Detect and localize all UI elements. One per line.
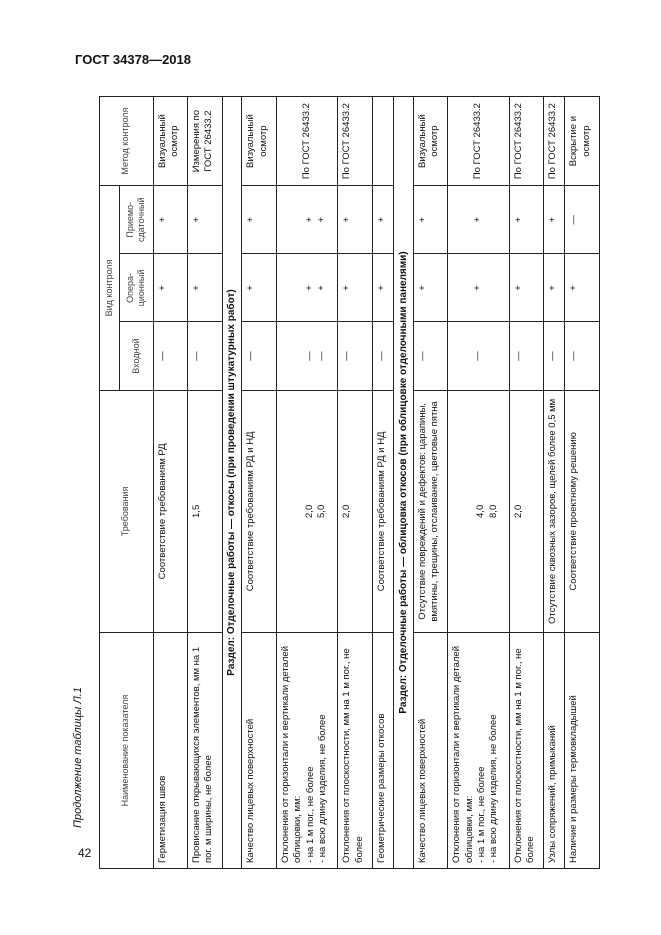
cell-incoming: — xyxy=(372,322,393,390)
acceptance-1: + xyxy=(303,216,315,223)
cell-operational: + xyxy=(509,254,544,322)
cell-acceptance: + xyxy=(509,186,544,254)
cell-req: 2,0 xyxy=(338,390,373,632)
table-row xyxy=(153,97,188,869)
cell-incoming: — xyxy=(188,322,223,390)
req-value-2: 5,0 xyxy=(316,504,328,518)
name-sub-2: - на всю длину изделия, не более xyxy=(488,714,500,863)
rotated-table-container xyxy=(99,96,600,869)
cell-req: Соответствие проектному решению xyxy=(565,390,600,632)
cell-name: Отклонения от плоскостности, мм на 1 м пог., не более xyxy=(338,633,373,869)
col-header-method: Метод контроля xyxy=(100,97,154,186)
cell-operational xyxy=(276,254,338,322)
cell-incoming: — xyxy=(153,322,188,390)
name-sub-2: - на всю длину изделия, не более xyxy=(316,714,328,863)
req-value-2: 8,0 xyxy=(487,504,499,518)
operational-2: + xyxy=(316,285,328,291)
cell-incoming: — xyxy=(413,322,448,390)
cell-operational: + xyxy=(565,254,600,322)
section-row xyxy=(222,97,242,869)
cell-acceptance: — xyxy=(565,186,600,254)
cell-name: Узлы сопряжений, примыканий xyxy=(544,633,565,869)
cell-incoming: — xyxy=(565,322,600,390)
cell-name: Герметизация швов xyxy=(153,633,188,869)
cell-req: Соответствие требованиям РД и НД xyxy=(372,390,393,632)
table-row xyxy=(413,97,448,869)
cell-method: Визуальный осмотр xyxy=(242,97,277,186)
cell-operational: + xyxy=(544,254,565,322)
table-row xyxy=(509,97,544,869)
cell-incoming: — xyxy=(544,322,565,390)
table-row xyxy=(544,97,565,869)
cell-operational: + xyxy=(372,254,393,322)
col-header-requirements: Требования xyxy=(100,390,154,632)
section-title: Раздел: Отделочные работы — откосы (при проведении штукатурных работ) xyxy=(222,97,242,869)
cell-acceptance: + xyxy=(153,186,188,254)
cell-name: Наличие и размеры термовкладышей xyxy=(565,633,600,869)
table-row xyxy=(372,97,393,869)
cell-operational: + xyxy=(338,254,373,322)
cell-name xyxy=(448,633,510,869)
cell-req xyxy=(276,390,338,632)
cell-req xyxy=(448,390,510,632)
cell-name: Провисание открывающихся элементов, мм на 1 пог. м ширины, не более xyxy=(188,633,223,869)
cell-incoming: — xyxy=(242,322,277,390)
cell-method: Вскрытие и осмотр xyxy=(565,97,600,186)
cell-name: Отклонения от плоскостности, мм на 1 м пог., не более xyxy=(509,633,544,869)
cell-operational: + xyxy=(413,254,448,322)
document-code: ГОСТ 34378—2018 xyxy=(75,52,191,67)
table-row xyxy=(242,97,277,869)
section-title: Раздел: Отделочные работы — облицовка откосов (при облицовке отделочными панелями) xyxy=(393,97,413,869)
cell-operational: + xyxy=(242,254,277,322)
req-value-1: 4,0 xyxy=(475,504,487,518)
name-main: Отклонения от горизонтали и вертикали деталей облицовки, мм: xyxy=(279,645,304,863)
cell-operational: + xyxy=(188,254,223,322)
cell-req: Соответствие требованиям РД xyxy=(153,390,188,632)
cell-name: Геометрические размеры откосов xyxy=(372,633,393,869)
cell-method: По ГОСТ 26433.2 xyxy=(544,97,565,186)
cell-method: Визуальный осмотр xyxy=(153,97,188,186)
control-table xyxy=(99,96,600,869)
cell-incoming: — xyxy=(448,322,510,390)
cell-incoming xyxy=(276,322,338,390)
cell-req: Отсутствие сквозных зазоров, щелей более 0,5 мм xyxy=(544,390,565,632)
page-number: 42 xyxy=(78,846,92,860)
table-row xyxy=(448,97,510,869)
cell-method: По ГОСТ 26433.2 xyxy=(448,97,510,186)
table-row xyxy=(565,97,600,869)
cell-incoming: — xyxy=(338,322,373,390)
cell-operational: + xyxy=(448,254,510,322)
cell-acceptance: + xyxy=(188,186,223,254)
req-value-1: 2,0 xyxy=(303,504,315,518)
col-header-control-type: Вид контроля xyxy=(100,186,120,390)
cell-acceptance: + xyxy=(413,186,448,254)
cell-method xyxy=(372,97,393,186)
col-header-name: Наименование показателя xyxy=(100,633,154,869)
cell-req: Соответствие требованиям РД и НД xyxy=(242,390,277,632)
acceptance-2: + xyxy=(316,216,328,223)
cell-method: По ГОСТ 26433.2 xyxy=(276,97,338,186)
cell-name: Качество лицевых поверхностей xyxy=(242,633,277,869)
table-row xyxy=(276,97,338,869)
col-header-operational: Опера-ционный xyxy=(120,254,153,322)
cell-acceptance: + xyxy=(372,186,393,254)
incoming-2: — xyxy=(316,351,328,361)
col-header-incoming: Входной xyxy=(120,322,153,390)
cell-acceptance: + xyxy=(338,186,373,254)
cell-name: Качество лицевых поверхностей xyxy=(413,633,448,869)
cell-req: Отсутствие повреждений и дефектов: царапины, вмятины, трещины, отслаивание, цветовые пятна xyxy=(413,390,448,632)
cell-acceptance: + xyxy=(448,186,510,254)
cell-acceptance xyxy=(276,186,338,254)
col-header-acceptance: Приемо-сдаточный xyxy=(120,186,153,254)
name-sub-1: - на 1 м пог., не более xyxy=(304,766,316,863)
name-main: Отклонения от горизонтали и вертикали деталей облицовки, мм: xyxy=(451,645,475,863)
cell-name xyxy=(276,633,338,869)
cell-operational: + xyxy=(153,254,188,322)
cell-acceptance: + xyxy=(242,186,277,254)
cell-req: 1,5 xyxy=(188,390,223,632)
cell-incoming: — xyxy=(509,322,544,390)
cell-req: 2,0 xyxy=(509,390,544,632)
cell-acceptance: + xyxy=(544,186,565,254)
incoming-1: — xyxy=(303,351,315,361)
cell-method: Измерения по ГОСТ 26433.2 xyxy=(188,97,223,186)
table-caption: Продолжение таблицы Л.1 xyxy=(72,687,84,828)
cell-method: Визуальный осмотр xyxy=(413,97,448,186)
operational-1: + xyxy=(303,285,315,291)
section-row xyxy=(393,97,413,869)
cell-method: По ГОСТ 26433.2 xyxy=(509,97,544,186)
table-row xyxy=(338,97,373,869)
name-sub-1: - на 1 м пог., не более xyxy=(475,766,487,863)
cell-method: По ГОСТ 26433.2 xyxy=(338,97,373,186)
header-row-1 xyxy=(100,97,120,869)
table-row xyxy=(188,97,223,869)
